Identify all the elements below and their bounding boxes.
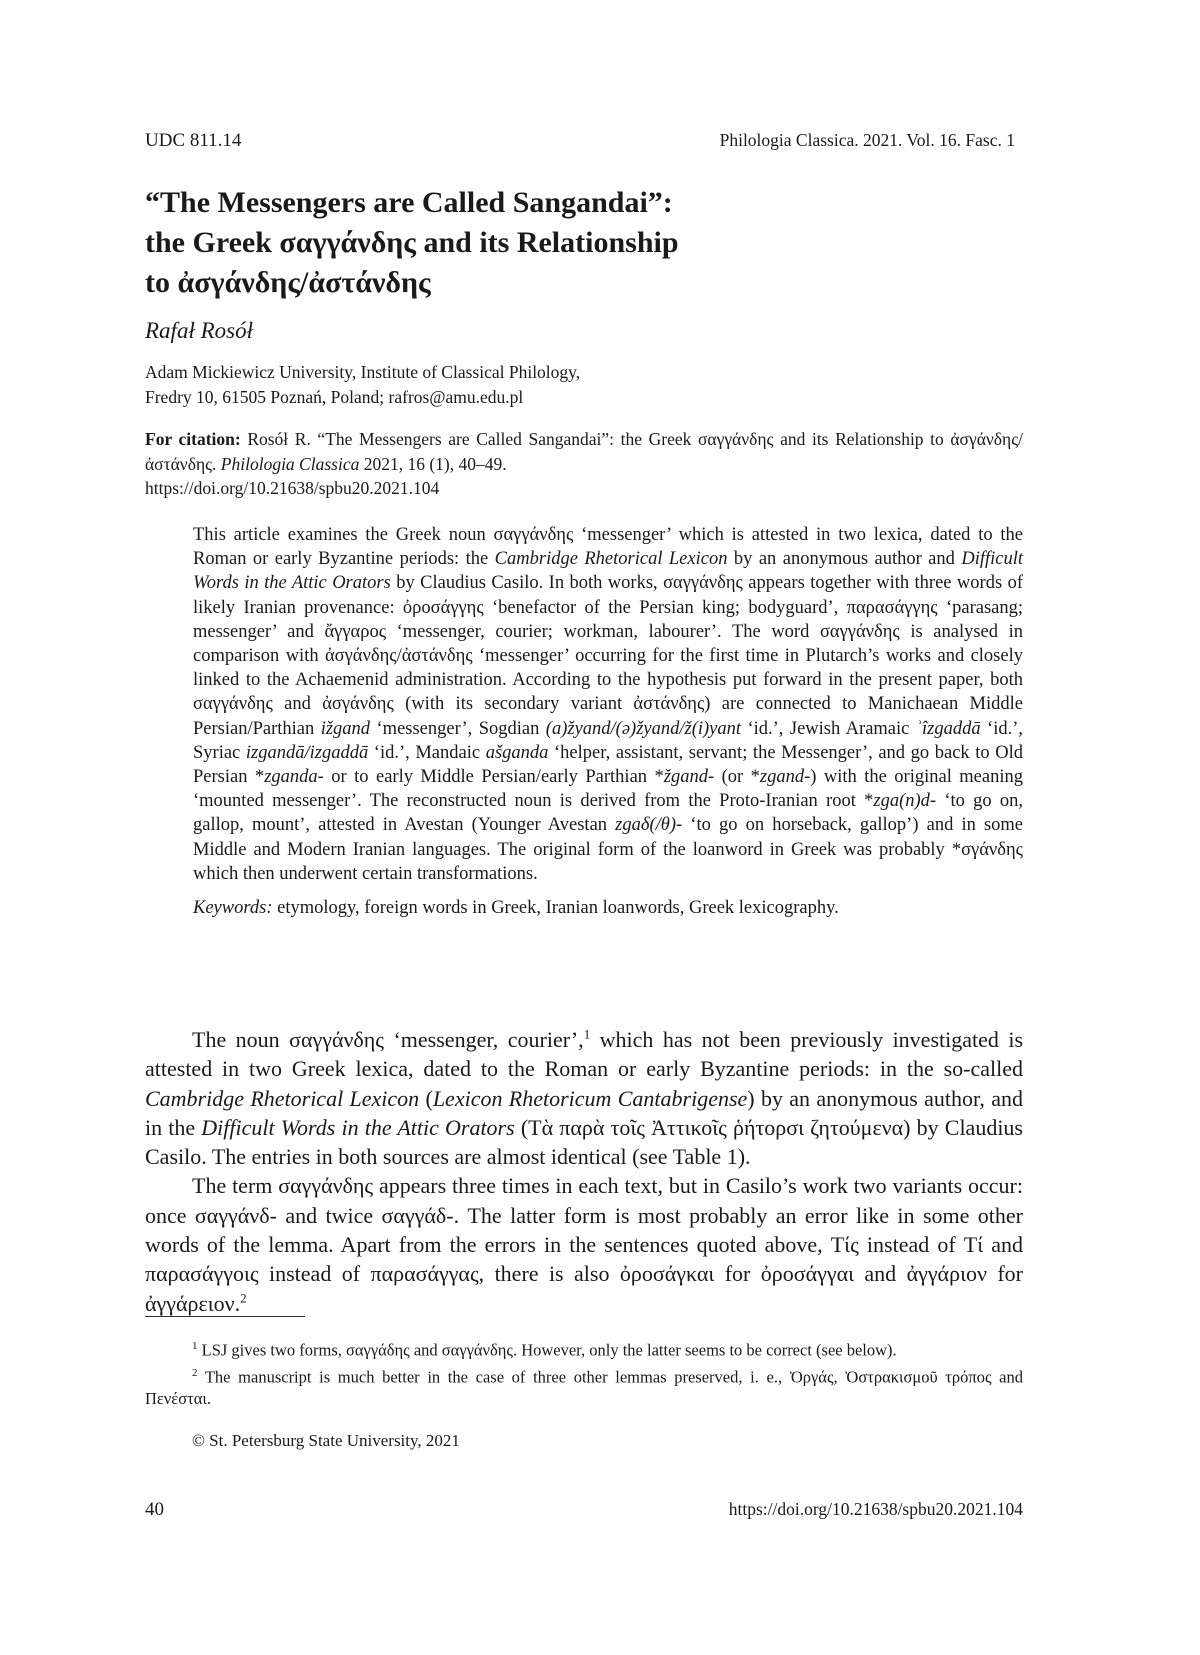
abstract-ital: izgandā/izgaddā bbox=[245, 742, 369, 763]
text-ital: Cambridge Rhetorical Lexicon bbox=[145, 1085, 420, 1111]
text-seg: ) by an anonymous author, and in the bbox=[145, 1085, 1024, 1140]
text-ital: Lexicon Rhetoricum Cantabrigense bbox=[432, 1085, 748, 1111]
abstract-seg: by Claudius Casilo. In both works, σαγγάνδης appears together with three words of likely Iranian provenance: ὀροσάγγης ‘benefactor of the Persian king; bodyguard’, παρασάγγης ‘parasang; messenger’ and ἄγγαρος ‘messenger, courier; workman, labourer’. The word σαγγάνδης is analysed in comparison with ἀσγάνδης/ἀστάνδης ‘messenger’ occurring for the first time in Plutarch’s works and closely linked to the Achaemenid administration. According to the hypothesis put forward in the present paper, both σαγγάνδης and ἀσγάνδης (with its secondary variant ἀστάνδης) are connected to Manichaean Middle Persian/Parthian bbox=[193, 573, 1023, 739]
text-seg: (Τὰ παρὰ τοῖς Ἀττικοῖς ῥήτορσι ζητούμενα) by Claudius Casilo. The entries in both sources are almost identical (see Table 1). bbox=[145, 1114, 1023, 1170]
abstract-seg: ‘helper, assistant, servant; the Messenger’, and go back to Old Persian * bbox=[193, 742, 1024, 788]
text-ital: Difficult Words in the Attic Orators bbox=[201, 1114, 515, 1140]
abstract-seg: ) with the original meaning ‘mounted messenger’. The reconstructed noun is derived from the Proto-Iranian root * bbox=[193, 767, 1023, 812]
title-line-3: to ἀσγάνδης/ἀστάνδης bbox=[145, 266, 431, 299]
title-line-1: “The Messengers are Called Sangandai”: bbox=[145, 186, 673, 219]
paragraph-1 bbox=[145, 1025, 1023, 1171]
footnote-divider bbox=[145, 1316, 305, 1317]
abstract-ital: zgaδ(/θ)- bbox=[615, 815, 683, 836]
author-name: Rafał Rosół bbox=[145, 318, 253, 343]
abstract-seg: by an anonymous author and bbox=[727, 549, 962, 570]
footnote-ref-2[interactable]: 2 bbox=[240, 1290, 247, 1306]
abstract-seg: ‘messenger’, Sogdian bbox=[370, 718, 546, 739]
abstract-ital: Cambridge Rhetorical Lexicon bbox=[494, 549, 728, 570]
abstract-ital: (a)žyand/(ə)žyand/ž(i)yant bbox=[545, 718, 742, 739]
text-seg: The noun σαγγάνδης ‘messenger, courier’, bbox=[192, 1027, 584, 1052]
text-seg: which has not been previously investigated is attested in two Greek lexica, dated to the Roman or early Byzantine periods: in the so-called bbox=[145, 1027, 1024, 1082]
abstract-seg: ‘id.’, Syriac bbox=[193, 718, 1023, 763]
abstract-seg: ‘to go on, gallop, mount’, attested in Avestan (Younger Avestan bbox=[193, 791, 1023, 836]
abstract-ital: zga(n)d- bbox=[873, 791, 937, 812]
text-seg: The term σαγγάνδης appears three times in each text, but in Casilo’s work two variants occur: once σαγγάνδ- and twice σαγγάδ-. The latter form is most probably an error like in some other words of the lemma. Apart from the errors in the sentences quoted above, Τίς instead of Τί and παρασάγγοις instead of παρασάγγας, there is also ὀροσάγκαι for ὀροσάγγαι and ἀγγάριον for ἀγγάρειον. bbox=[145, 1173, 1023, 1316]
affiliation-line-2: Fredry 10, 61505 Poznań, Poland; rafros@amu.edu.pl bbox=[145, 387, 524, 407]
abstract-ital: žgand- bbox=[663, 767, 715, 788]
abstract-seg: This article examines the Greek noun σαγγάνδης ‘messenger’ which is attested in two lexica, dated to the Roman or early Byzantine periods: the bbox=[193, 525, 1023, 570]
abstract-ital: zganda- bbox=[264, 767, 324, 788]
abstract-ital: ašganda bbox=[485, 742, 549, 763]
abstract-ital: ižgand bbox=[320, 718, 371, 739]
footnote-text: The manuscript is much better in the case of three other lemmas preserved, i. e., Ὀργάς, Ὀστρακισμοῦ τρόπος and Πενέσται. bbox=[145, 1367, 1023, 1408]
affiliation-line-1: Adam Mickiewicz University, Institute of Classical Philology, bbox=[145, 362, 581, 382]
abstract-text bbox=[193, 523, 1023, 886]
text-seg: ( bbox=[419, 1085, 433, 1111]
citation-text: Rosół R. “The Messengers are Called Sangandai”: the Greek σαγγάνδης and its Relationship to ἀσγάνδης/ἀστάνδης. bbox=[145, 429, 1023, 474]
abstract-seg: or to early Middle Persian/early Parthian * bbox=[323, 767, 664, 788]
footnote-2 bbox=[145, 1362, 1023, 1411]
abstract-ital: Difficult Words in the Attic Orators bbox=[193, 549, 1024, 594]
footnote-1 bbox=[145, 1335, 1023, 1362]
affiliation bbox=[145, 360, 580, 410]
citation-label: For citation: bbox=[145, 429, 241, 449]
abstract-seg: ‘to go on horseback, gallop’) and in some Middle and Modern Iranian languages. The original form of the loanword in Greek was probably *σγάνδης which then underwent certain transformations. bbox=[193, 815, 1023, 884]
footnote-number: 2 bbox=[192, 1366, 198, 1379]
keywords bbox=[193, 896, 1023, 920]
page-number: 40 bbox=[145, 1499, 164, 1520]
title-line-2: the Greek σαγγάνδης and its Relationship bbox=[145, 226, 679, 259]
footnote-number: 1 bbox=[192, 1340, 198, 1352]
abstract-ital: ʾîzgaddā bbox=[915, 718, 981, 739]
citation-journal: Philologia Classica bbox=[220, 453, 360, 474]
footnotes bbox=[145, 1335, 1023, 1410]
abstract-seg: ‘id.’, Jewish Aramaic bbox=[741, 718, 916, 739]
keywords-label: Keywords: bbox=[193, 898, 273, 919]
journal-info: Philologia Classica. 2021. Vol. 16. Fasc. 1 bbox=[719, 130, 1015, 150]
footnote-ref-1[interactable]: 1 bbox=[583, 1026, 591, 1042]
main-text bbox=[145, 1025, 1023, 1318]
footer-doi-link[interactable]: https://doi.org/10.21638/spbu20.2021.104 bbox=[728, 1499, 1023, 1519]
citation-doi: https://doi.org/10.21638/spbu20.2021.104 bbox=[145, 478, 440, 498]
keywords-text: etymology, foreign words in Greek, Iranian loanwords, Greek lexicography. bbox=[272, 898, 839, 919]
citation-block bbox=[145, 427, 1023, 501]
abstract-seg: ‘id.’, Mandaic bbox=[368, 742, 486, 763]
paragraph-2 bbox=[145, 1171, 1023, 1317]
citation-volume: 2021, 16 (1), 40–49. bbox=[359, 453, 507, 474]
abstract-seg: (or * bbox=[714, 767, 760, 788]
article-title bbox=[145, 183, 1015, 303]
footnote-text: LSJ gives two forms, σαγγάδης and σαγγάνδης. However, only the latter seems to be correct (see below). bbox=[197, 1340, 897, 1360]
abstract bbox=[193, 523, 1023, 920]
udc-code: UDC 811.14 bbox=[145, 130, 242, 151]
abstract-ital: zgand- bbox=[759, 767, 811, 788]
copyright-notice: © St. Petersburg State University, 2021 bbox=[192, 1431, 460, 1450]
